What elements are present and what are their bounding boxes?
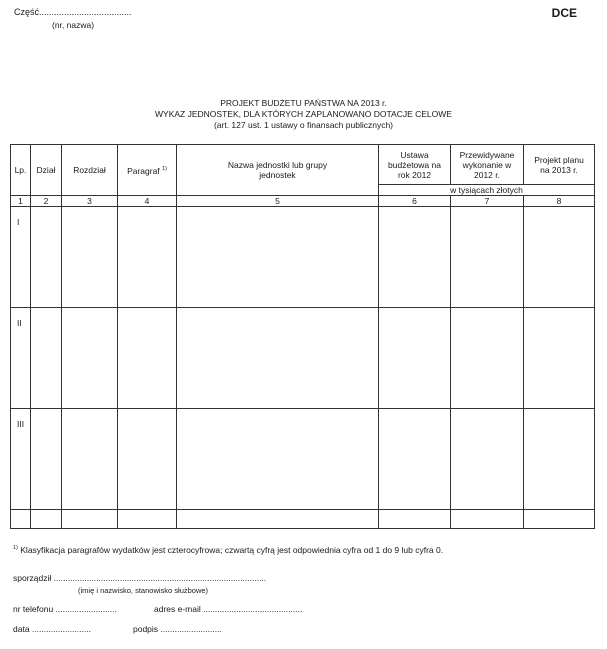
part-field-caption: (nr, nazwa): [52, 20, 95, 30]
units-label: w tysiącach złotych: [379, 185, 595, 196]
table-cell[interactable]: [379, 207, 451, 308]
table-cell[interactable]: [379, 308, 451, 409]
table-cell[interactable]: [31, 510, 62, 529]
table-cell[interactable]: [524, 308, 595, 409]
table-cell[interactable]: [118, 409, 177, 510]
table-cell[interactable]: [118, 308, 177, 409]
header-dzial: Dział: [31, 145, 62, 196]
column-number: 6: [379, 196, 451, 207]
table-cell[interactable]: [524, 207, 595, 308]
header-przewidywane: Przewidywane wykonanie w 2012 r.: [451, 145, 524, 185]
column-number: 4: [118, 196, 177, 207]
document-title: PROJEKT BUDŻETU PAŃSTWA NA 2013 r.: [220, 98, 387, 108]
header-paragraf: [118, 145, 177, 196]
column-number: 3: [62, 196, 118, 207]
table-cell[interactable]: [62, 409, 118, 510]
subsidy-table: [10, 144, 595, 529]
header-rozdzial: Rozdział: [62, 145, 118, 196]
phone-field[interactable]: nr telefonu ..........................: [13, 604, 117, 614]
table-cell[interactable]: [451, 409, 524, 510]
footnote: [13, 545, 443, 555]
footnote-marker: 1): [13, 545, 18, 552]
column-number: 7: [451, 196, 524, 207]
table-row: [11, 409, 595, 510]
table-row: [11, 207, 595, 308]
column-number: 2: [31, 196, 62, 207]
table-cell[interactable]: [451, 308, 524, 409]
document-legal-basis: (art. 127 ust. 1 ustawy o finansach publicznych): [213, 120, 394, 130]
footnote-text: Klasyfikacja paragrafów wydatków jest czterocyfrowa; czwartą cyfrą jest odpowiednia cyfra od 1 do 9 lub cyfra 0.: [20, 545, 444, 555]
table-row: [11, 308, 595, 409]
table-cell[interactable]: [118, 207, 177, 308]
header-ustawa: Ustawa budżetowa na rok 2012: [379, 145, 451, 185]
column-number-row: [11, 196, 595, 207]
footnote-marker: 1): [162, 166, 167, 173]
row-label: I: [11, 207, 31, 308]
column-number: 1: [11, 196, 31, 207]
table-cell[interactable]: [11, 510, 31, 529]
header-nazwa: Nazwa jednostki lub grupy jednostek: [177, 145, 379, 196]
table-cell[interactable]: [177, 409, 379, 510]
date-field[interactable]: data .........................: [13, 624, 91, 634]
row-label: III: [11, 409, 31, 510]
table-cell[interactable]: [31, 308, 62, 409]
header-paragraf-label: Paragraf: [127, 165, 160, 176]
table-cell[interactable]: [524, 510, 595, 529]
table-cell[interactable]: [177, 510, 379, 529]
table-cell[interactable]: [451, 510, 524, 529]
document-subtitle: WYKAZ JEDNOSTEK, DLA KTÓRYCH ZAPLANOWANO DOTACJE CELOWE: [155, 109, 452, 119]
table-cell[interactable]: [177, 207, 379, 308]
table-cell[interactable]: [524, 409, 595, 510]
header-lp: Lp.: [11, 145, 31, 196]
table-cell[interactable]: [62, 207, 118, 308]
row-label: II: [11, 308, 31, 409]
header-row: [11, 145, 595, 185]
prepared-by-caption: (imię i nazwisko, stanowisko służbowe): [78, 586, 209, 595]
table-cell[interactable]: [118, 510, 177, 529]
table-total-row: [11, 510, 595, 529]
table-cell[interactable]: [62, 308, 118, 409]
table-cell[interactable]: [31, 207, 62, 308]
signature-field[interactable]: podpis ..........................: [133, 624, 222, 634]
table-cell[interactable]: [379, 409, 451, 510]
column-number: 8: [524, 196, 595, 207]
form-code: DCE: [551, 6, 577, 20]
table-cell[interactable]: [451, 207, 524, 308]
table-cell[interactable]: [379, 510, 451, 529]
header-projekt: Projekt planu na 2013 r.: [524, 145, 595, 185]
email-field[interactable]: adres e-mail ..........................................: [154, 604, 303, 614]
part-field: Część.....................................: [14, 7, 132, 17]
table-cell[interactable]: [177, 308, 379, 409]
table-cell[interactable]: [62, 510, 118, 529]
column-number: 5: [177, 196, 379, 207]
prepared-by-field[interactable]: sporządził ..........................................................................................: [13, 573, 267, 583]
table-cell[interactable]: [31, 409, 62, 510]
